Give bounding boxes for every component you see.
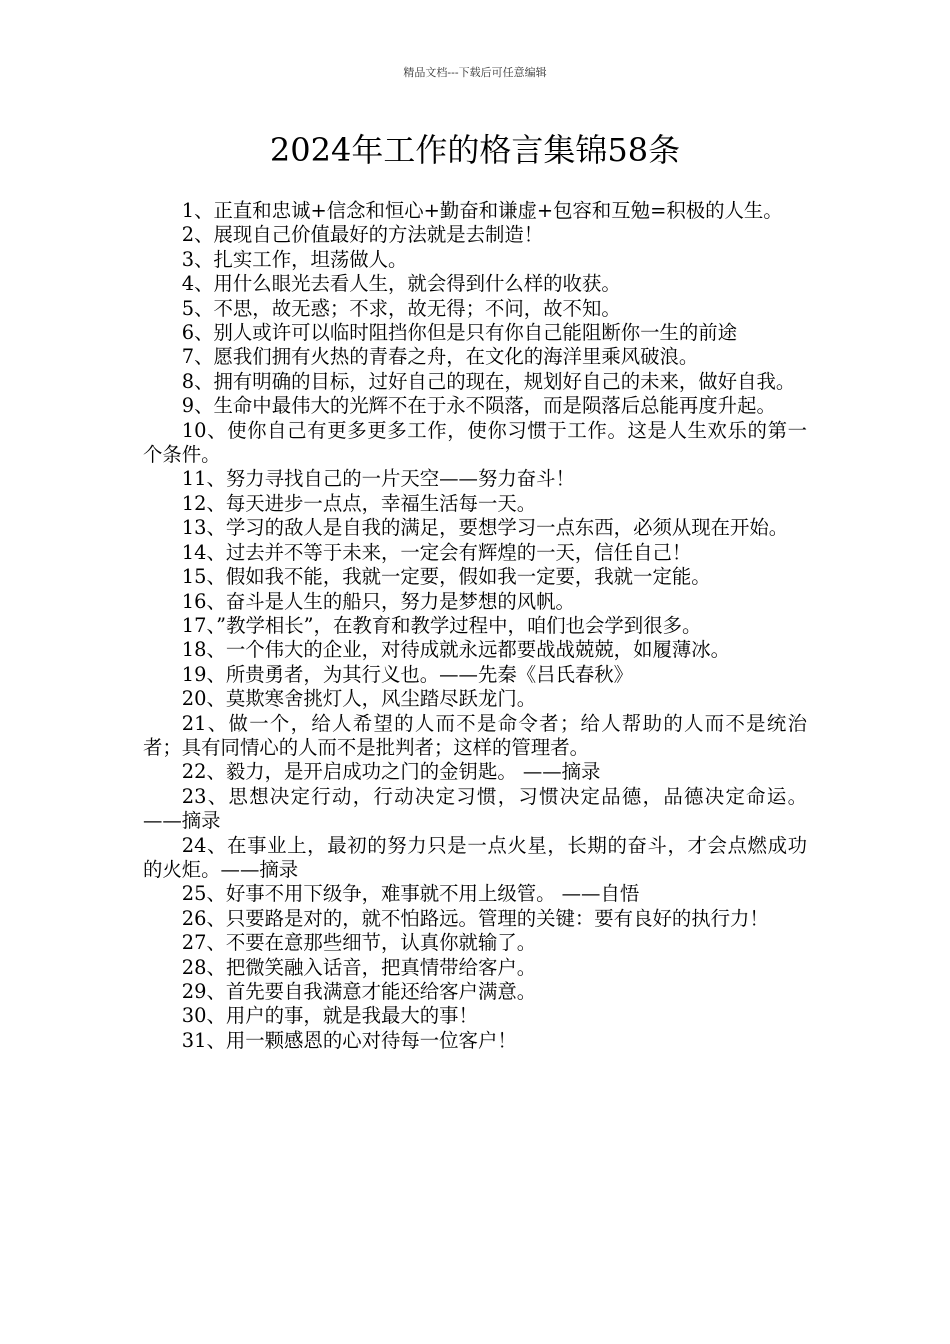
list-item: 28、把微笑融入话音，把真情带给客户。 — [181, 955, 537, 979]
list-item: 13、学习的敌人是自我的满足，要想学习一点东西，必须从现在开始。 — [181, 516, 789, 540]
list-item: 11、努力寻找自己的一片天空——努力奋斗！ — [181, 467, 575, 491]
list-item: 12、每天进步一点点，幸福生活每一天。 — [181, 491, 537, 515]
list-item: 21、做一个，给人希望的人而不是命令者；给人帮助的人而不是统治者；具有同情心的人而不是批判者；这样的管理者。 — [143, 711, 807, 759]
list-item: 19、所贵勇者，为其行义也。——先秦《吕氏春秋》 — [181, 662, 634, 686]
list-item: 1、正直和忠诚+信念和恒心+勤奋和谦虚+包容和互勉=积极的人生。 — [181, 199, 783, 222]
list-item: 9、生命中最伟大的光辉不在于永不陨落，而是陨落后总能再度升起。 — [181, 394, 776, 418]
list-item: 10、使你自己有更多更多工作，使你习惯于工作。这是人生欢乐的第一个条件。 — [143, 418, 807, 467]
list-item: 31、用一颗感恩的心对待每一位客户！ — [181, 1028, 517, 1052]
list-item: 3、扎实工作，坦荡做人。 — [181, 247, 408, 271]
list-item: 6、别人或许可以临时阻挡你但是只有你自己能阻断你一生的前途 — [181, 321, 738, 345]
list-item: 26、只要路是对的，就不怕路远。管理的关键：要有良好的执行力！ — [181, 906, 769, 930]
list-item: 17、”教学相长”，在教育和教学过程中，咱们也会学到很多。 — [181, 613, 702, 637]
list-item: 29、首先要自我满意才能还给客户满意。 — [181, 980, 537, 1003]
list-item: 20、莫欺寒舍挑灯人，风尘踏尽跃龙门。 — [181, 687, 537, 711]
list-item: 27、不要在意那些细节，认真你就输了。 — [181, 931, 537, 955]
document-title: 2024年工作的格言集锦58条 — [269, 131, 681, 169]
list-item: 22、毅力，是开启成功之门的金钥匙。 ——摘录 — [181, 760, 601, 784]
list-item: 15、假如我不能，我就一定要，假如我一定要，我就一定能。 — [181, 565, 711, 589]
list-item: 23、思想决定行动，行动决定习惯，习惯决定品德，品德决定命运。 ——摘录 — [143, 784, 807, 833]
list-item: 18、一个伟大的企业，对待成就永远都要战战兢兢，如履薄冰。 — [181, 638, 731, 662]
page-header: 精品文档---下载后可任意编辑 — [403, 66, 547, 79]
document-body — [143, 199, 807, 1053]
list-item: 25、好事不用下级争，难事就不用上级管。 ——自悟 — [181, 882, 640, 906]
list-item: 7、愿我们拥有火热的青春之舟，在文化的海洋里乘风破浪。 — [181, 345, 699, 369]
list-item: 14、过去并不等于未来，一定会有辉煌的一天，信任自己！ — [181, 540, 692, 564]
list-item: 4、用什么眼光去看人生，就会得到什么样的收获。 — [181, 272, 621, 296]
list-item: 30、用户的事，就是我最大的事！ — [181, 1004, 478, 1028]
list-item: 2、展现自己价值最好的方法就是去制造！ — [181, 223, 544, 247]
list-item: 5、不思，故无惑；不求，故无得；不问，故不知。 — [181, 296, 621, 320]
list-item: 24、在事业上，最初的努力只是一点火星，长期的奋斗，才会点燃成功的火炬。——摘录 — [143, 833, 807, 881]
list-item: 16、奋斗是人生的船只，努力是梦想的风帆。 — [181, 589, 575, 613]
list-item: 8、拥有明确的目标，过好自己的现在，规划好自己的未来，做好自我。 — [181, 369, 796, 393]
